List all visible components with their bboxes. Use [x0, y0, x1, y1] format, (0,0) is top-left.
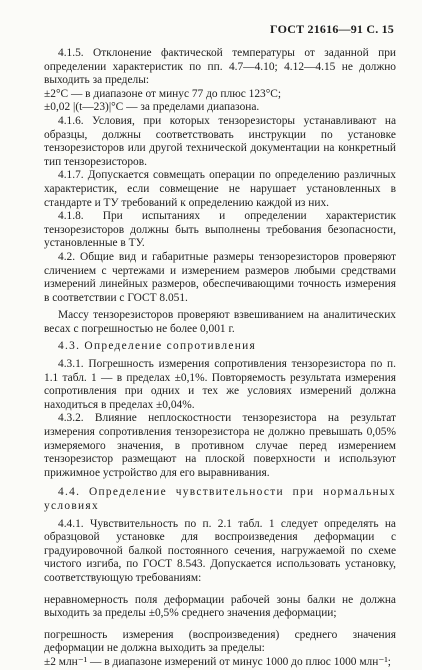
paragraph-mass: Массу тензорезисторов проверяют взвешиванием на аналитических весах с погрешностью не более 0,001 г.: [44, 309, 396, 335]
requirement-range: ±2 млн⁻¹ — в диапазоне измерений от минус 1000 до плюс 1000 млн⁻¹;: [44, 655, 391, 668]
requirement-error: погрешность измерения (воспроизведения) среднего значения деформации не должна выходить за пределы:: [44, 628, 396, 655]
section-heading-4-3: 4.3. Определение сопротивления: [58, 340, 257, 353]
document-body: [44, 47, 396, 670]
paragraph-4-1-7: 4.1.7. Допускается совмещать операции по определению различных характеристик, если совмещение не нарушает установленных в стандарте и ТУ требований к определению каждой из них.: [44, 169, 396, 209]
paragraph-4-1-8: 4.1.8. При испытаниях и определении характеристик тензорезисторов должны быть выполнены требования безопасности, установленные в ТУ.: [44, 210, 396, 250]
paragraph-4-1-6: 4.1.6. Условия, при которых тензорезисторы устанавливают на образцы, должны соответствовать инструкции по установке тензорезисторов или другой технической документации на конкретный тип тензорезисторов.: [44, 114, 396, 168]
section-heading-4-4: 4.4. Определение чувствительности при нормальных условиях: [44, 486, 396, 512]
paragraph-4-1-5: 4.1.5. Отклонение фактической температуры от заданной при определении характеристик по пп. 4.7—4.10; 4.12—4.15 не должно выходить за пределы:: [44, 47, 396, 87]
document-header: ГОСТ 21616—91 С. 15: [270, 22, 394, 36]
paragraph-4-3-1: 4.3.1. Погрешность измерения сопротивления тензорезистора по п. 1.1 табл. 1 — в пределах ±0,1%. Повторяемость результата измерения сопротивления при одних и тех же условиях измерений должна находиться в пределах ±0,04%.: [44, 358, 396, 411]
paragraph-4-2: 4.2. Общие вид и габаритные размеры тензорезисторов проверяют сличением с чертежами и измерением размеров любыми средствами измерений линейных размеров, обеспечивающими точность измерения в соответствии с ГОСТ 8.051.: [44, 250, 396, 304]
tolerance-line-2: ±0,02 |(t—23)|°С — за пределами диапазона.: [44, 101, 260, 114]
tolerance-line-1: ±2°С — в диапазоне от минус 77 до плюс 123°С;: [44, 87, 282, 100]
paragraph-4-4-1: 4.4.1. Чувствительность по п. 2.1 табл. 1 следует определять на образцовой установке для воспроизведения деформации с градуировочной балкой постоянного сечения, нагружаемой по схеме чистого изгиба, по ГОСТ 8.543. Допускается использовать установку, соответствующую требованиям:: [44, 517, 396, 584]
paragraph-4-3-2: 4.3.2. Влияние неплоскостности тензорезистора на результат измерения сопротивления тензорезистора не должно превышать 0,05% измеряемого значения, в противном случае перед измерением тензорезистор размещают на плоской поверхности и используют прижимное устройство для его выравнивания.: [44, 412, 396, 479]
requirement-nonuniformity: неравномерность поля деформации рабочей зоны балки не должна выходить за пределы ±0,5% среднего значения деформации;: [44, 593, 396, 620]
